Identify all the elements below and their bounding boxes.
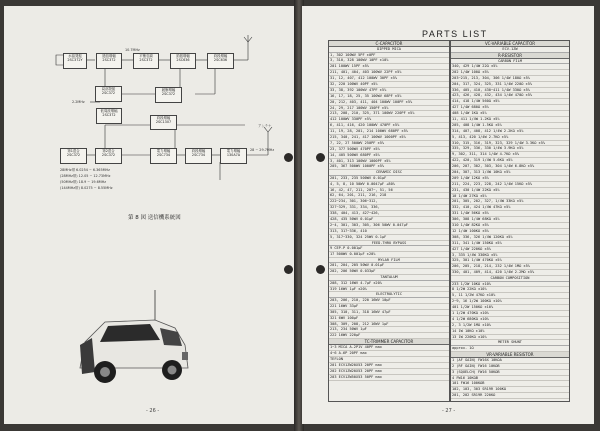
diagram-block-12: 終段増幅 2SC734	[185, 148, 212, 164]
parts-row: 203, 206, 210, 220 16WV 10μF	[329, 298, 449, 304]
parts-row: 340, 429 1/4W 22Ω ±5%	[451, 64, 569, 70]
parts-row: 14, 405 500WV 680PF ±5%	[329, 153, 449, 159]
parts-row: 205, 408 1/4W 1.5KΩ ±5%	[451, 123, 569, 129]
section-subheader: DIPPED MICA	[329, 47, 449, 53]
parts-row: 231, 430 1/4W 22KΩ ±5%	[451, 188, 569, 194]
diagram-block-7: 緩衝増幅 2SC372	[155, 87, 182, 103]
section-subheader: TANTALUM	[329, 275, 449, 281]
diagram-block-10: 第2混合 2SC372	[95, 148, 122, 164]
parts-row: 335, 329, 336, 330 1/4W 3.9KΩ ±5%	[451, 146, 569, 152]
parts-row: 202 1/4W 100Ω ±5%	[451, 70, 569, 76]
parts-row: 11, 19, 28, 201, 214 100WV 680PF ±5%	[329, 129, 449, 135]
parts-row: 330, 401, 409, 414, 420 1/4W 2.2MΩ ±5%	[451, 270, 569, 276]
parts-row: 102, 103, 303 SR19R 100KΩ	[451, 387, 569, 393]
parts-row: 12 1/4W 100KΩ ±5%	[451, 229, 569, 235]
parts-row: 338, 404, 413, 427~426,	[329, 211, 449, 217]
parts-row: 32, 220 100WV 40PF ±5%	[329, 82, 449, 88]
diagram-block-14: 終段増幅 2SC1307	[150, 115, 177, 130]
parts-row: 427 1/4W 680Ω ±5%	[451, 105, 569, 111]
car-photo	[60, 290, 210, 385]
parts-row: 213, 234 50WV 1μF	[329, 327, 449, 333]
parts-row: 311, 341 1/4W 150KΩ ±5%	[451, 241, 569, 247]
section-subheader: METER SHUNT	[451, 340, 569, 346]
parts-row: 310, 315, 316, 319, 323, 329 1/4W 3.3KΩ ±5%	[451, 141, 569, 147]
note-freq-1: 2.2MHz	[72, 100, 85, 104]
parts-row: 20, 212, 403, 411, 404 100WV 100PF ±5%	[329, 100, 449, 106]
parts-row: approx. 1Ω	[451, 346, 569, 352]
diagram-block-6: 局部発振 2SC372	[95, 86, 122, 102]
section-subheader: FEED-THRU BYPASS	[329, 241, 449, 247]
r-sub: CARBON FILM	[451, 59, 569, 65]
parts-row: 11, 411 1/4W 1.2KΩ ±5%	[451, 117, 569, 123]
parts-row: 233 1/2W 10KΩ ±10%	[451, 282, 569, 288]
parts-row: 201, 233, 235 500WV 0.01μF	[329, 176, 449, 182]
parts-row: 422, 420, 319 1/4W 5.6KΩ ±5%	[451, 158, 569, 164]
r-header: R-RESISTOR	[451, 53, 569, 59]
section-subheader: MYLAR FILM	[329, 258, 449, 264]
parts-row: 321 6WV 100μF	[329, 316, 449, 322]
parts-row: 310 1/4W 82KΩ ±5%	[451, 223, 569, 229]
parts-row: 221 16WV 33μF	[329, 304, 449, 310]
parts-row: 325, 301 1/4W 470KΩ ±5%	[451, 258, 569, 264]
parts-row: 17 500WV 0.001μF ±20%	[329, 252, 449, 258]
parts-row: 5, 11 1/2W 47KΩ ±10%	[451, 293, 569, 299]
parts-row: 305, 310, 311, 318 16WV 47μF	[329, 310, 449, 316]
trimmer-header: TC-TRIMMER CAPACITOR	[329, 339, 449, 345]
note-freq-6: (144MHz帯) 8.0275 ~ 8.55MHz	[60, 186, 113, 190]
parts-row: 206, 205, 218, 214, 232 1/4W 1MΩ ±5%	[451, 264, 569, 270]
parts-row: 314, 407, 408, 412 1/4W 2.2KΩ ±5%	[451, 129, 569, 135]
parts-row: 319 16WV 1μF ±20%	[329, 287, 449, 293]
parts-row: 9, 302, 311, 314 1/4W 4.7KΩ ±5%	[451, 152, 569, 158]
parts-row: 10 1/4W 27KΩ ±5%	[451, 194, 569, 200]
parts-row: 4 1/2W 680KΩ ±10%	[451, 317, 569, 323]
vc-sub: ECV-1ZW	[451, 47, 569, 53]
right-page-number: - 27 -	[442, 408, 456, 414]
note-freq-3: 28MHz帯 6.0254 ~ 6.365MHz	[60, 168, 110, 172]
parts-row: 3, 310, 328 100WV 10PF ±10%	[329, 58, 449, 64]
vr-header: VR-VARIABLE RESISTOR	[451, 352, 569, 358]
parts-row: 16, 42, 47, 211, 207~, 51, 56	[329, 188, 449, 194]
parts-row: 7, 22, 27 500WV 250PF ±5%	[329, 141, 449, 147]
parts-row: 2~9, 16 1/2W 100KΩ ±10%	[451, 299, 569, 305]
note-band: 28 ~ 29.7MHz	[250, 148, 275, 152]
parts-row: 201, 204, 205 50WV 0.01μF	[329, 263, 449, 269]
parts-row: 412 100WV 330PF ±5%	[329, 117, 449, 123]
parts-row: 8 1/2W 22KΩ ±10%	[451, 287, 569, 293]
parts-row: 205, 367 500WV 1000PF ±5%	[329, 164, 449, 170]
parts-row: 308, 309, 208, 212 16WV 1μF	[329, 322, 449, 328]
parts-row: 1~3 MICA A-2P1V 40PF max	[329, 345, 449, 351]
parts-row: 9 CEP-P 0.001μF	[329, 246, 449, 252]
parts-row: 202, 206 50WV 0.033μF	[329, 269, 449, 275]
diagram-block-13: 電力増幅 130A7A	[220, 148, 247, 164]
parts-row: 3, 335 1/4W 330KΩ ±5%	[451, 253, 569, 259]
binder-hole	[316, 153, 325, 162]
parts-row: 101 FW16 100KΩB	[451, 381, 569, 387]
parts-row: 222~234, 301, 306~312,	[329, 199, 449, 205]
parts-row: 2 (RF GAIN) FW16 10KΩB	[451, 364, 569, 370]
parts-row: 211, 224, 223, 228, 242 1/4W 15KΩ ±5%	[451, 182, 569, 188]
section-subheader: CERAMIC DISC	[329, 170, 449, 176]
parts-row: 208, 312 16WV 4.7μF ±20%	[329, 281, 449, 287]
parts-row: 1 1/2W 470KΩ ±10%	[451, 311, 569, 317]
diagram-block-1: 水晶発振 2SC372Y	[63, 53, 87, 69]
capacitor-table	[328, 40, 450, 402]
page-title: PARTS LIST	[422, 29, 488, 39]
parts-row: 3 (SQUELCH) FW16 50KΩB	[451, 370, 569, 376]
parts-row: TEFLON	[329, 357, 449, 363]
parts-row: 31, 12, 407, 412 100WV 30PF ±5%	[329, 76, 449, 82]
parts-row: 203~215, 213, 304, 306 1/4W 180Ω ±5%	[451, 76, 569, 82]
parts-row: 16, 17, 18, 25, 35 100WV 68PF ±5%	[329, 94, 449, 100]
diagram-block-9: 第1混合 2SC372	[60, 148, 87, 164]
parts-row: 203 ECV1ZW50X53 50PF max	[329, 375, 449, 381]
note-freq-4: (28MHz帯) 12.05 ~ 12.73MHz	[60, 174, 111, 178]
parts-row: 2~4, 301, 303, 305, 306 50WV 0.047μF	[329, 223, 449, 229]
diagram-block-2: 逓倍増幅 2SC372	[96, 53, 122, 69]
diagram-block-3: 平衡変調 2SC372	[133, 53, 159, 69]
parts-row: 408 1/4W 1KΩ ±5%	[451, 111, 569, 117]
diagram-block-8: 低周波増幅 2SC372	[96, 108, 122, 124]
parts-row: 4 FW16 10KΩB	[451, 376, 569, 382]
diagram-block-11: 電力増幅 2SC734	[150, 148, 177, 164]
parts-row: 4~6 A-6P 20PF max	[329, 351, 449, 357]
binder-hole	[316, 265, 325, 274]
parts-row: 222 16WV 220μF	[329, 333, 449, 339]
parts-row: 206, 207, 302, 303, 304 1/4W 6.8KΩ ±5%	[451, 164, 569, 170]
parts-row: 423, 426, 428, 432, 434 1/4W 470Ω ±5%	[451, 93, 569, 99]
parts-row: 209 1/4W 12KΩ ±5%	[451, 176, 569, 182]
parts-row: 201, 202 SR19R 220KΩ	[451, 393, 569, 399]
parts-row: 306, 308 1/4W 68KΩ ±5%	[451, 217, 569, 223]
parts-row: 23, 377 500WV 470PF ±5%	[329, 147, 449, 153]
parts-row: 62, 64, 201, 211, 216, 218	[329, 193, 449, 199]
parts-row: 24, 29, 217 100WV 150PF ±5%	[329, 106, 449, 112]
parts-row: 33, 38, 392 100WV 47PF ±5%	[329, 88, 449, 94]
note-antenna: アンテナ	[258, 124, 272, 128]
parts-row: 202 ECV1ZW20X53 20PF max	[329, 369, 449, 375]
parts-row: 428, 435 50WV 0.01μF	[329, 217, 449, 223]
parts-row: 14 1W 10KΩ ±10%	[451, 329, 569, 335]
parts-row: 1 (AF GAIN) FW16X 10KΩA	[451, 358, 569, 364]
parts-row: 13 1W 220KΩ ±10%	[451, 335, 569, 341]
parts-row: 313, 317~336, 410	[329, 229, 449, 235]
note-freq-5: (50MHz帯) 18.9 ~ 19.6MHz	[60, 180, 107, 184]
parts-row: 6, 411, 416, 420 100WV 470PF ±5%	[329, 123, 449, 129]
parts-row: 427 1/4W 220KΩ ±5%	[451, 247, 569, 253]
parts-row: 201 100WV 15PF ±5%	[329, 64, 449, 70]
parts-row: 331 1/4W 56KΩ ±5%	[451, 211, 569, 217]
parts-row: 327~329, 331, 334, 336,	[329, 205, 449, 211]
diagram-block-4: 励振増幅 2SC636	[170, 53, 196, 69]
parts-row: 215, 340, 241, 417 100WV 1000PF ±5%	[329, 135, 449, 141]
vc-header: VC-VARIABLE CAPACITOR	[451, 41, 569, 47]
parts-row: 4, 5, 8, 10 50WV 0.0047μF +80%	[329, 182, 449, 188]
parts-row: 332, 410, 424 1/4W 47KΩ ±5%	[451, 205, 569, 211]
parts-row: 3, 401, 313 100WV 1000PF ±5%	[329, 159, 449, 165]
parts-row: 211, 401, 404, 403 100WV 22PF ±5%	[329, 70, 449, 76]
parts-row: 204, 307, 313 1/4W 10KΩ ±5%	[451, 170, 569, 176]
parts-row: 1, 302 100WV 5PF ±0PF	[329, 53, 449, 59]
figure-caption: 第 8 図 送信機系統図	[128, 215, 181, 221]
parts-row: 401 1/2W 150KΩ ±10%	[451, 305, 569, 311]
parts-row: 213, 208, 210, 325, 371 100WV 220PF ±5%	[329, 111, 449, 117]
resistor-table	[450, 40, 570, 402]
section-subheader: CARBON COMPOSITION	[451, 276, 569, 282]
parts-row: 308, 336, 326 1/4W 120KΩ ±5%	[451, 235, 569, 241]
capacitor-header: C-CAPACITOR	[329, 41, 449, 47]
parts-row: 201, 305, 202, 327, 1/4W 33KΩ ±5%	[451, 199, 569, 205]
left-page-number: - 26 -	[146, 408, 160, 414]
parts-row: 5, 317~330, 324 25WV 0.1μF	[329, 235, 449, 241]
parts-row: 2, 3 1/2W 1MΩ ±10%	[451, 323, 569, 329]
note-freq-2: 10.7MHz	[125, 48, 140, 52]
section-subheader: ELECTROLYTIC	[329, 292, 449, 298]
parts-row: 204, 317, 324, 325, 331 1/4W 220Ω ±5%	[451, 82, 569, 88]
parts-row: 336, 405, 410, 430~411 1/4W 330Ω ±5%	[451, 88, 569, 94]
parts-row: 201 ECV1ZW20X53 20PF max	[329, 363, 449, 369]
parts-row: 414, 418 1/4W 560Ω ±5%	[451, 99, 569, 105]
diagram-block-5: 終段増幅 2SC636	[207, 53, 234, 69]
parts-row: 5, 413, 420 1/4W 2.7KΩ ±5%	[451, 135, 569, 141]
